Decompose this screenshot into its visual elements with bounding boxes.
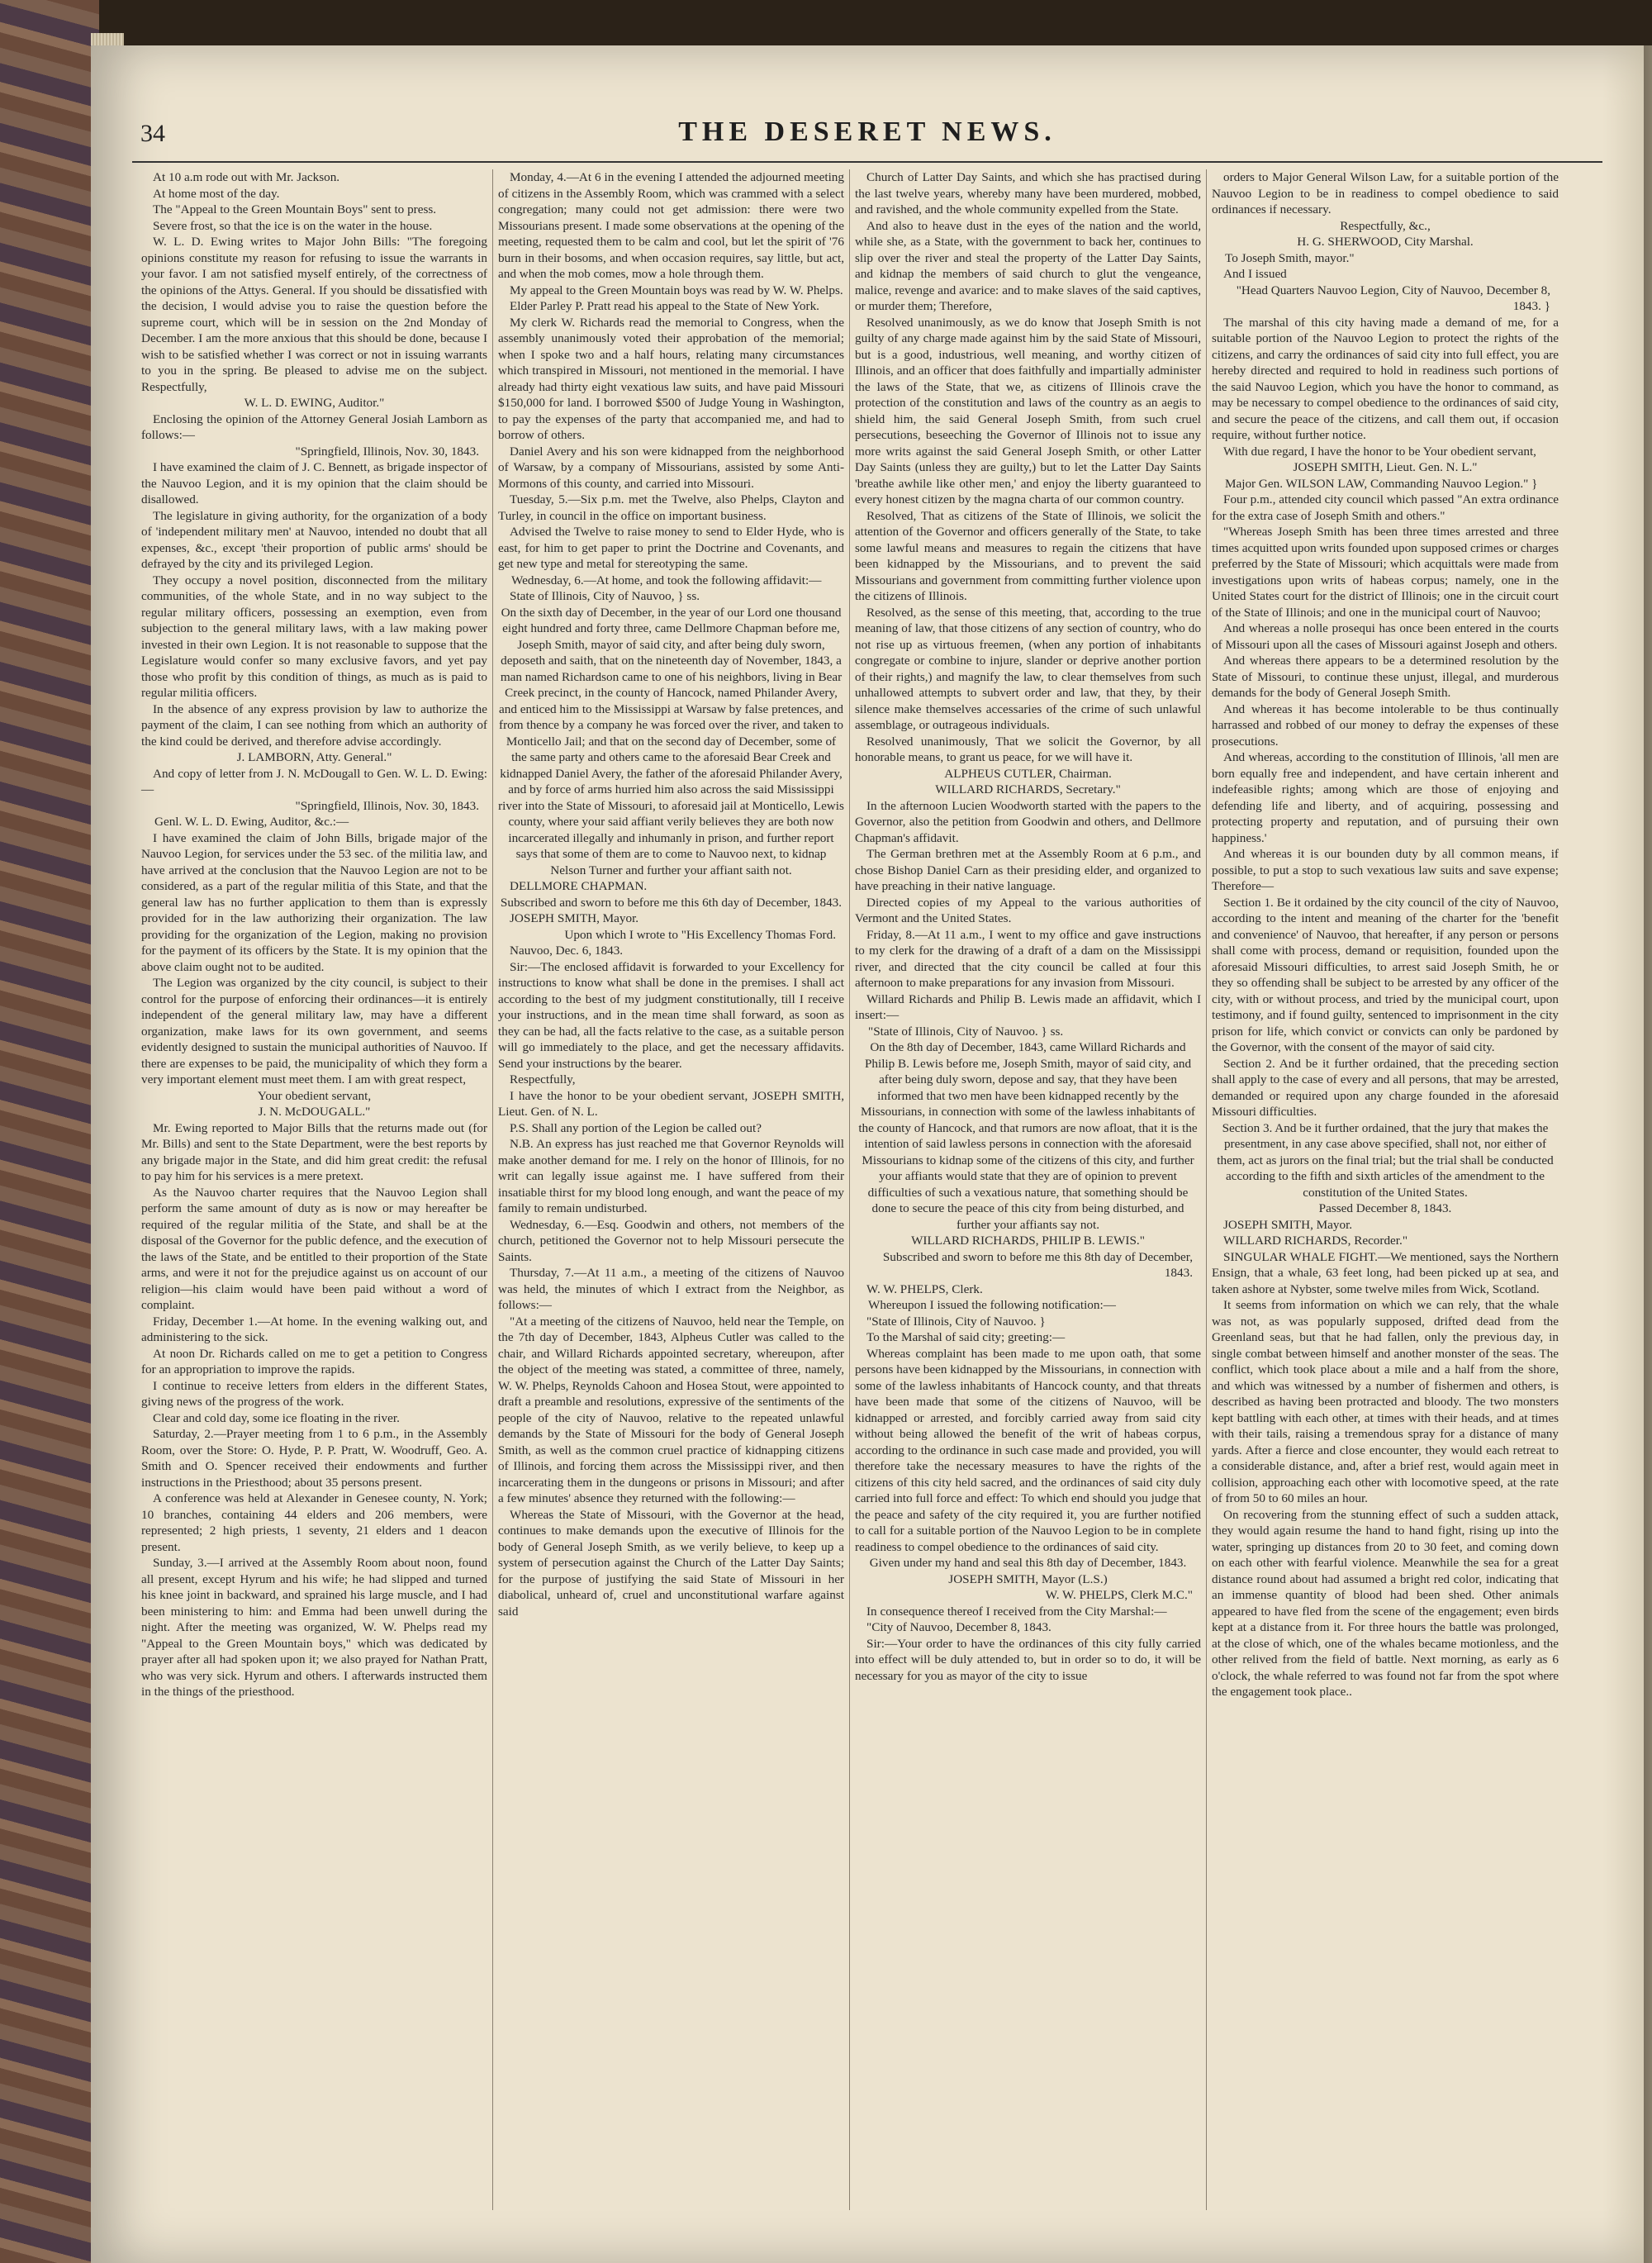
page-number: 34: [140, 120, 165, 147]
paragraph: Resolved unanimously, That we solicit the Governor, by all honorable means, to grant us peace, for we will have it.: [855, 734, 1201, 764]
paragraph: Upon which I wrote to "His Excellency Thomas Ford.: [564, 927, 836, 942]
masthead-title: THE DESERET NEWS.: [678, 116, 1056, 147]
paragraph: WILLARD RICHARDS, PHILIP B. LEWIS.": [911, 1234, 1145, 1248]
paragraph: And also to heave dust in the eyes of the nation and the world, while she, as a State, with the government to back her, continues to slip over the river and steal the property of the Latter Day Saints, and kidnap the members of said church to glut the vengeance, malice, revenge and avarice: and to make slaves of the said captives, or murder them; Therefore,: [855, 218, 1201, 313]
paragraph: And whereas it is our bounden duty by all common means, if possible, to put a stop to such vexatious law suits and save expense; Therefore—: [1212, 847, 1559, 893]
paragraph: And whereas a nolle prosequi has once been entered in the courts of Missouri upon all the cases of Missouri against Joseph and others.: [1212, 621, 1559, 652]
paragraph: WILLARD RICHARDS, Recorder.": [1223, 1234, 1408, 1248]
paragraph: Sir:—The enclosed affidavit is forwarded to your Excellency for instructions to know what shall be done in the premises. I shall act according to the best of my judgment constitutionally, till I receive your instructions, and in the mean time shall forward, as soon as they can be had, all the facts relative to the case, as a suitable person will go immediately to the place, and get the necessary affidavits. Send your instructions by the bearer.: [498, 959, 844, 1071]
paragraph: JOSEPH SMITH, Mayor.: [1223, 1217, 1353, 1232]
paragraph: In consequence thereof I received from the City Marshal:—: [866, 1604, 1167, 1619]
paragraph: My appeal to the Green Mountain boys was read by W. W. Phelps.: [510, 283, 843, 297]
paragraph: Resolved, That as citizens of the State of Illinois, we solicit the attention of the Governor and officers generally of the State, to take some lawful means and measures to regain the citizens that have been kidnapped by the Missourians, and to prevent the said Missourians and government from committing further violence upon the citizens of Illinois.: [855, 508, 1201, 603]
paragraph: Enclosing the opinion of the Attorney General Josiah Lamborn as follows:—: [141, 411, 487, 442]
paragraph: I have examined the claim of John Bills, brigade major of the Nauvoo Legion, for services under the 53 sec. of the militia law, and have arrived at the conclusion that the Nauvoo Legion are not to be considered, as a part of the regular militia of this State, and that the general law has no further application to them than is expressly provided for in the law authorizing their organization. The law providing for the organization of the Legion, making no provision for the payment of its officers by the State. It is my opinion that the above claim ought not to be audited.: [141, 830, 487, 974]
paragraph: Major Gen. WILSON LAW, Commanding Nauvoo Legion." }: [1225, 476, 1538, 491]
paragraph: I have the honor to be your obedient servant, JOSEPH SMITH, Lieut. Gen. of N. L.: [498, 1088, 844, 1119]
paragraph: WILLARD RICHARDS, Secretary.": [935, 782, 1121, 796]
paragraph: Severe frost, so that the ice is on the water in the house.: [153, 218, 433, 233]
paragraph: W. W. PHELPS, Clerk M.C.": [1045, 1588, 1193, 1602]
paragraph: Friday, December 1.—At home. In the evening walking out, and administering to the sick.: [141, 1314, 487, 1344]
paragraph: At 10 a.m rode out with Mr. Jackson.: [153, 170, 340, 184]
paragraph: Resolved unanimously, as we do know that Joseph Smith is not guilty of any charge made against him by the said State of Missouri, but is a good, industrious, well meaning, and worthy citizen of Illinois, and an officer that does faithfully and impartially administer the laws of the State, that we, as citizens of Illinois crave the protection of the constitution and laws of the country as an aegis to shield him, the said General Joseph Smith, from such cruel persecutions, beseeching the Governor of Illinois not to issue any more writs against the said General Joseph Smith, or other Latter Day Saints (unless they are guilty,) but to let the Latter Day Saints 'breathe awhile like other men,' and enjoy the liberty guaranteed to every honest citizen by the magna charta of our common country.: [855, 315, 1201, 506]
paragraph: Advised the Twelve to raise money to send to Elder Hyde, who is east, for him to get paper to print the Doctrine and Covenants, and get new type and metal for stereotyping the same.: [498, 525, 844, 571]
paragraph: J. N. McDOUGALL.": [258, 1105, 371, 1119]
paragraph: In the absence of any express provision by law to authorize the payment of the claim, I can see nothing from which an authority of the kind could be derived, and therefore advise accordingly.: [141, 701, 487, 749]
paragraph: "State of Illinois, City of Nauvoo. }: [866, 1314, 1046, 1329]
paragraph: Whereas the State of Missouri, with the Governor at the head, continues to make demands upon the executive of Illinois for the body of General Joseph Smith, as we verily believe, to keep up a system of persecution against the Church of the Latter Day Saints; for the purpose of justifying the said State of Missouri in her diabolical, unheard of, cruel and unconstitutional warfare against said: [498, 1507, 844, 1619]
paragraph: DELLMORE CHAPMAN.: [510, 879, 648, 893]
paragraph: "State of Illinois, City of Nauvoo. } ss.: [868, 1024, 1064, 1039]
paragraph: N.B. An express has just reached me that Governor Reynolds will make another demand for me. I rely on the honor of Illinois, for no writ can legally issue against me. I have suffered from their insatiable thirst for my blood long enough, and want the peace of my family to remain undisturbed.: [498, 1137, 844, 1215]
paragraph: On the sixth day of December, in the year of our Lord one thousand eight hundred and forty three, came Dellmore Chapman before me, Joseph Smith, mayor of said city, and after being duly sworn, deposeth and saith, that on the nineteenth day of November, 1843, a man named Richardson came to one of his neighbors, living in Bear Creek precinct, in the county of Hancock, named Philander Avery, and enticed him to the Mississippi at Warsaw by false pretences, and from thence by a company he was forced over the river, and taken to Monticello Jail; and that on the second day of December, some of the same party and others came to the aforesaid Bear Creek and kidnapped Daniel Avery, the father of the aforesaid Philander Avery, and by force of arms hurried him also across the said Mississippi river into the State of Missouri, to aforesaid jail at Monticello, Lewis county, where your said affiant verily believes they are both now incarcerated illegally and inhumanly in prison, and further report says that some of them are to come to Nauvoo next, to kidnap Nelson Turner and further your affiant saith not.: [498, 605, 844, 877]
paragraph: The marshal of this city having made a demand of me, for a suitable portion of the Nauvoo Legion to protect the rights of the citizens, and carry the ordinances of said city into full effect, you are hereby directed and required to hold in readiness such portions of the said Nauvoo Legion, which you have the honor to command, as may be necessary to compel obedience to the ordinances of said city, and secure the peace of the citizens, and call them out, if occasion require, without further notice.: [1212, 315, 1559, 442]
paragraph: Wednesday, 6.—Esq. Goodwin and others, not members of the church, petitioned the Governor not to help Missouri persecute the Saints.: [498, 1217, 844, 1264]
paragraph: Daniel Avery and his son were kidnapped from the neighborhood of Warsaw, by a company of Missourians, assisted by some Anti-Mormons of this county, and carried into Missouri.: [498, 444, 844, 491]
paragraph: orders to Major General Wilson Law, for a suitable portion of the Nauvoo Legion to be in readiness to compel obedience to said ordinances if necessary.: [1212, 170, 1559, 216]
paragraph: ALPHEUS CUTLER, Chairman.: [944, 766, 1112, 781]
paragraph: "City of Nauvoo, December 8, 1843.: [866, 1620, 1051, 1634]
paragraph: Thursday, 7.—At 11 a.m., a meeting of the citizens of Nauvoo was held, the minutes of which I extract from the Neighbor, as follows:—: [498, 1266, 844, 1312]
paragraph: And copy of letter from J. N. McDougall to Gen. W. L. D. Ewing:—: [141, 766, 487, 796]
paragraph: Directed copies of my Appeal to the various authorities of Vermont and the United States.: [855, 895, 1201, 925]
paragraph: "Whereas Joseph Smith has been three times arrested and three times acquitted upon writs founded upon supposed crimes or charges preferred by the State of Missouri; which acquittals were made from investigations upon writs of habeas corpus; namely, one in the United States court for the district of Illinois; one in the circuit court of the State of Illinois; and one in the municipal court of Nauvoo;: [1212, 525, 1559, 620]
paragraph: Section 2. And be it further ordained, that the preceding section shall apply to the case of every and all persons, that may be arrested, demanded or required upon any charge founded in the aforesaid Missouri difficulties.: [1212, 1056, 1559, 1119]
paragraph: And whereas there appears to be a determined resolution by the State of Missouri, to continue these unjust, illegal, and murderous demands for the body of General Joseph Smith.: [1212, 654, 1559, 700]
paragraph: I have examined the claim of J. C. Bennett, as brigade inspector of the Nauvoo Legion, and it is my opinion that the claim should be disallowed.: [141, 460, 487, 506]
paragraph: "At a meeting of the citizens of Nauvoo, held near the Temple, on the 7th day of December, 1843, Alpheus Cutler was called to the chair, and Willard Richards appointed secretary, whereupon, after the object of the meeting was stated, a committee of three, namely, W. W. Phelps, Reynolds Cahoon and Hosea Stout, were appointed to draft a preamble and resolutions, expressive of the sentiments of the people of the city of Nauvoo, relative to the repeated unlawful demands by the State of Missouri for the body of General Joseph Smith, as well as the common cruel practice of kidnapping citizens of Illinois, and forcing them across the Mississippi river, and then incarcerating them in the dungeons or prisons in Missouri; and after a few minutes' absence they returned with the following:—: [498, 1314, 844, 1505]
paragraph: Passed December 8, 1843.: [1318, 1201, 1452, 1215]
paragraph: Sir:—Your order to have the ordinances of this city fully carried into effect will be duly attended to, but in order so to do, it will be necessary for you as mayor of the city to issue: [855, 1636, 1201, 1683]
paragraph: And I issued: [1223, 267, 1287, 281]
column-1: [136, 169, 493, 2210]
paragraph: H. G. SHERWOOD, City Marshal.: [1297, 235, 1474, 249]
paragraph: JOSEPH SMITH, Lieut. Gen. N. L.": [1293, 460, 1478, 474]
paragraph: SINGULAR WHALE FIGHT.—We mentioned, says the Northern Ensign, that a whale, 63 feet long, had been picked up at sea, and taken ashore at Nybster, some twelve miles from Wick, Scotland.: [1212, 1249, 1559, 1296]
paragraph: State of Illinois, City of Nauvoo, } ss.: [510, 589, 700, 603]
paragraph: Subscribed and sworn to before me this 6th day of December, 1843.: [500, 895, 843, 910]
paragraph: JOSEPH SMITH, Mayor (L.S.): [948, 1571, 1108, 1586]
paragraph: Willard Richards and Philip B. Lewis made an affidavit, which I insert:—: [855, 991, 1201, 1022]
column-4: [1207, 169, 1564, 2210]
paragraph: Sunday, 3.—I arrived at the Assembly Room about noon, found all present, except Hyrum and his wife; he had slipped and turned his knee joint in backward, and sprained his large muscle, and I had been ministering to him: and Emma had been unwell during the night. After the meeting was organized, W. W. Phelps read my "Appeal to the Green Mountain boys," which was dedicated by prayer after all had spoken upon it; we also prayed for Nathan Pratt, who was very sick. Hyrum and others. I afterwards instructed them in the things of the priesthood.: [141, 1556, 487, 1699]
paragraph: Church of Latter Day Saints, and which she has practised during the last twelve years, whereby many have been murdered, mobbed, and ravished, and the whole community expelled from the State.: [855, 170, 1201, 216]
paragraph: To Joseph Smith, mayor.": [1225, 250, 1355, 265]
paragraph: The German brethren met at the Assembly Room at 6 p.m., and chose Bishop Daniel Carn as their presiding elder, and organized to have preaching in their native language.: [855, 847, 1201, 893]
paragraph: In the afternoon Lucien Woodworth started with the papers to the Governor, also the petition from Goodwin and others, and Dellmore Chapman's affidavit.: [855, 798, 1201, 845]
paragraph: "Springfield, Illinois, Nov. 30, 1843.: [295, 798, 479, 813]
paragraph: "Head Quarters Nauvoo Legion, City of Nauvoo, December 8, 1843. }: [1236, 283, 1550, 313]
paragraph: Friday, 8.—At 11 a.m., I went to my office and gave instructions to my clerk for the drawing of a draft of a dam on the Mississippi river, and directed that the city council be called at four this afternoon to make preparations for any invasion from Missouri.: [855, 927, 1201, 990]
column-2: [493, 169, 850, 2210]
paragraph: And whereas, according to the constitution of Illinois, 'all men are born equally free and independent, and have certain inherent and indefeasible rights; among which are those of enjoying and defending life and liberty, and of acquiring, possessing and protecting property and reputation, and of pursuing their own happiness.': [1212, 750, 1559, 845]
paragraph: They occupy a novel position, disconnected from the military communities, of the whole State, and in no way subject to the regular military officers, possessing an exemption, even from subjection to the general military laws, with a law making power invested in their own Legion. It is not reasonable to suppose that the Legislature would confer so many exclusive favors, and yet pay those who profit by this condition of things, as much as is paid to regular militia officers.: [141, 573, 487, 700]
book-binding: [0, 0, 99, 2263]
paragraph: Respectfully,: [510, 1072, 576, 1086]
paragraph: Elder Parley P. Pratt read his appeal to the State of New York.: [510, 299, 819, 313]
paragraph: Tuesday, 5.—Six p.m. met the Twelve, also Phelps, Clayton and Turley, in council in the office on important business.: [498, 492, 844, 523]
paragraph: W. L. D. Ewing writes to Major John Bills: "The foregoing opinions constitute my reason for refusing to issue the warrants in your favor. I am not satisfied myself entirely, of the correctness of the opinions of the Attys. General. If you should be dissatisfied with the decision, I would advise you to raise the question before the supreme court, which will be in session on the 2nd Monday of December. I am the more anxious that this should be done, because I wish to be satisfied whether I was correct or not in issuing warrants to you in the spring. Be pleased to advise me on the subject. Respectfully,: [141, 235, 487, 394]
paragraph: Given under my hand and seal this 8th day of December, 1843.: [869, 1556, 1187, 1570]
paragraph: A conference was held at Alexander in Genesee county, N. York; 10 branches, containing 44 elders and 206 members, were represented; 2 high priests, 1 seventy, 21 elders and 1 deacon present.: [141, 1491, 487, 1554]
paragraph: Wednesday, 6.—At home, and took the following affidavit:—: [511, 573, 822, 587]
paragraph: "Springfield, Illinois, Nov. 30, 1843.: [295, 444, 479, 459]
paragraph: W. L. D. EWING, Auditor.": [244, 396, 385, 410]
paragraph: Whereas complaint has been made to me upon oath, that some persons have been kidnapped by the Missourians, in connection with some of the lawless inhabitants of Hancock county, and that threats have been made that some of the citizens of Nauvoo, will be kidnapped or arrested, and forcibly carried away from said city without being allowed the benefit of the writ of habeas corpus, according to the ordinance in such case made and provided, you will therefore take the necessary measures to have the rights of the citizens of this city held sacred, and the ordinances of said city duly carried into full force and effect: To which end should you judge that the peace and safety of the city required it, you are further notified to call for a suitable portion of the Nauvoo Legion to be in complete readiness to compel obedience to the ordinances of said city.: [855, 1346, 1201, 1554]
paragraph: Section 3. And be it further ordained, that the jury that makes the presentment, in any case above specified, shall not, nor either of them, act as jurors on the final trial; but the trial shall be conducted according to the fifth and sixth articles of the amendment to the constitution of the United States.: [1217, 1120, 1554, 1200]
paragraph: Saturday, 2.—Prayer meeting from 1 to 6 p.m., in the Assembly Room, over the Store: O. Hyde, P. P. Pratt, W. Woodruff, Geo. A. Smith and O. Spencer received their endowments and further instructions in the Priesthood; about 35 persons present.: [141, 1427, 487, 1490]
paragraph: The "Appeal to the Green Mountain Boys" sent to press.: [153, 202, 437, 216]
paragraph: JOSEPH SMITH, Mayor.: [510, 911, 639, 925]
paragraph: W. W. PHELPS, Clerk.: [866, 1281, 983, 1296]
paragraph: The Legion was organized by the city council, is subject to their control for the purpose of enforcing their ordinances—it is entirely independent of the general military law, may have a different organization, make laws for its own government, and seems evidently designed to sustain the municipal authorities of Nauvoo. If there are expenses to be paid, the municipality of which they form a very important element must meet them. I am with great respect,: [141, 976, 487, 1086]
paragraph: With due regard, I have the honor to be Your obedient servant,: [1223, 444, 1536, 459]
paragraph: On the 8th day of December, 1843, came Willard Richards and Philip B. Lewis before me, Joseph Smith, mayor of said city, and after being duly sworn, depose and say, that they have been informed that two men have been kidnapped recently by the Missourians, in connection with some of the lawless inhabitants of the county of Hancock, and that rumors are now afloat, that it is the intention of said lawless persons in connection with the aforesaid Missourians to kidnap some of the citizens of this city, and further your affiants would state that they are of opinion to prevent difficulties of such a vexatious nature, that something should be done to secure the peace of this city from being disturbed, and further your affiants say not.: [858, 1040, 1198, 1232]
paragraph: And whereas it has become intolerable to be thus continually harrassed and robbed of our money to defray the expenses of these prosecutions.: [1212, 701, 1559, 749]
paragraph: Your obedient servant,: [257, 1088, 372, 1103]
paragraph: Resolved, as the sense of this meeting, that, according to the true meaning of law, that those citizens of any section of country, who do not rise up as virtuous freemen, (when any portion of inhabitants congregate or combine to injure, slander or deprive another portion of their rights,) and magnify the law, to clear themselves from such unhallowed attempts to subvert order and law, that they, by their silence make themselves accessaries of the crime of such unlawful assemblage, or outrageous individuals.: [855, 605, 1201, 732]
paragraph: As the Nauvoo charter requires that the Nauvoo Legion shall perform the same amount of duty as is now or may hereafter be required of the regular militia of the State, and shall be at the disposal of the Governor for the public defence, and the execution of the laws of the State, and be entitled to their proportion of the State arms, and were it not for the prejudice against us on account of our religion—his claim would have been paid without a word of complaint.: [141, 1185, 487, 1312]
article-columns: [136, 169, 1598, 2210]
paragraph: Four p.m., attended city council which passed "An extra ordinance for the extra case of Joseph Smith and others.": [1212, 492, 1559, 523]
paragraph: Subscribed and sworn to before me this 8th day of December, 1843.: [882, 1249, 1193, 1280]
paragraph: Whereupon I issued the following notification:—: [868, 1298, 1116, 1312]
paragraph: At noon Dr. Richards called on me to get a petition to Congress for an appropriation to improve the rapids.: [141, 1346, 487, 1376]
paragraph: Nauvoo, Dec. 6, 1843.: [510, 944, 624, 958]
paragraph: The legislature in giving authority, for the organization of a body of 'independent military men' at Nauvoo, intended no doubt that all expenses, &c., except 'their proportion of public arms' should be defrayed by the city and its privileged Legion.: [141, 508, 487, 571]
paragraph: Respectfully, &c.,: [1340, 218, 1431, 233]
column-3: [850, 169, 1207, 2210]
paragraph: Clear and cold day, some ice floating in the river.: [153, 1410, 400, 1425]
paragraph: I continue to receive letters from elders in the different States, giving news of the progress of the work.: [141, 1378, 487, 1409]
paragraph: Mr. Ewing reported to Major Bills that the returns made out (for Mr. Bills) and sent to the State Department, were the best reports by any brigade major in the State, and did him great credit: the refusal to pay him for his services is a mere pretext.: [141, 1120, 487, 1183]
paragraph: Genl. W. L. D. Ewing, Auditor, &c.:—: [154, 815, 349, 829]
page-gutter-shadow: [1602, 45, 1652, 2263]
paragraph: At home most of the day.: [153, 186, 280, 201]
paragraph: It seems from information on which we can rely, that the whale was not, as was popularly supposed, drifted dead from the Greenland seas, but that he had fallen, only the previous day, in single combat between himself and another monster of the seas. The conflict, which took place about a mile and a half from the shore, and which was witnessed by a number of fishermen and others, is described as having been protracted and bloody. The two monsters kept battling with each other, at times with their heads, and at times with their tails, raising a tremendous spray for a distance of many yards. After a fierce and close encounter, they would each retreat to a considerable distance, and, after a brief rest, would again meet in collision, approaching each other with locomotive speed, at the rate of from 50 to 60 miles an hour.: [1212, 1298, 1559, 1505]
paragraph: On recovering from the stunning effect of such a sudden attack, they would again resume the hand to hand fight, rising up into the water, springing up distances from 20 to 30 feet, and coming down on each other with fearful violence. Meanwhile the sea for a great distance round about had assumed a bright red color, indicating that an immense quantity of blood had been shed. Other animals appeared to have fled from the scene of the engagement; even birds kept at a distance from it. For three hours the battle was prolonged, at the close of which, one of the whales became motionless, and the other relived from the field of battle. Next morning, as early as 6 o'clock, the whale referred to was found not far from the spot where the engagement took place..: [1212, 1507, 1559, 1699]
paragraph: My clerk W. Richards read the memorial to Congress, when the assembly unanimously voted their approbation of the memorial; when I spoke two and a half hours, relating many circumstances which transpired in Missouri, not mentioned in the memorial. I have already had thirty eight vexatious law suits, and have paid Missouri $150,000 for land. I borrowed $500 of Judge Young in Washington, to pay the expenses of the party that accompanied me, and had to borrow of others.: [498, 315, 844, 442]
paragraph: To the Marshal of said city; greeting:—: [866, 1330, 1066, 1344]
paragraph: J. LAMBORN, Atty. General.": [236, 750, 392, 764]
paragraph: Section 1. Be it ordained by the city council of the city of Nauvoo, according to the intent and meaning of the charter for the 'benefit and convenience' of Nauvoo, that hereafter, if any person or persons shall come with process, demand or requisition, founded upon the aforesaid Missouri difficulties, to arrest said Joseph Smith, he or they so offending shall be subject to be arrested by any officer of the city, with or without process, and tried by the municipal court, upon testimony, and if found guilty, sentenced to imprisonment in the city prison for life, which convict or convicts can only be pardoned by the Governor, with the consent of the mayor of said city.: [1212, 895, 1559, 1054]
paragraph: P.S. Shall any portion of the Legion be called out?: [510, 1120, 762, 1135]
paragraph: Monday, 4.—At 6 in the evening I attended the adjourned meeting of citizens in the Assembly Room, which was crammed with a select congregation; many could not get admission: there were two Missourians present. I made some observations at the opening of the meeting, requested them to be calm and cool, but let the spirit of '76 burn in their bosoms, and when occasion requires, say little, but act, and when the mob comes, mow a hole through them.: [498, 170, 844, 281]
page-header: [132, 116, 1602, 163]
